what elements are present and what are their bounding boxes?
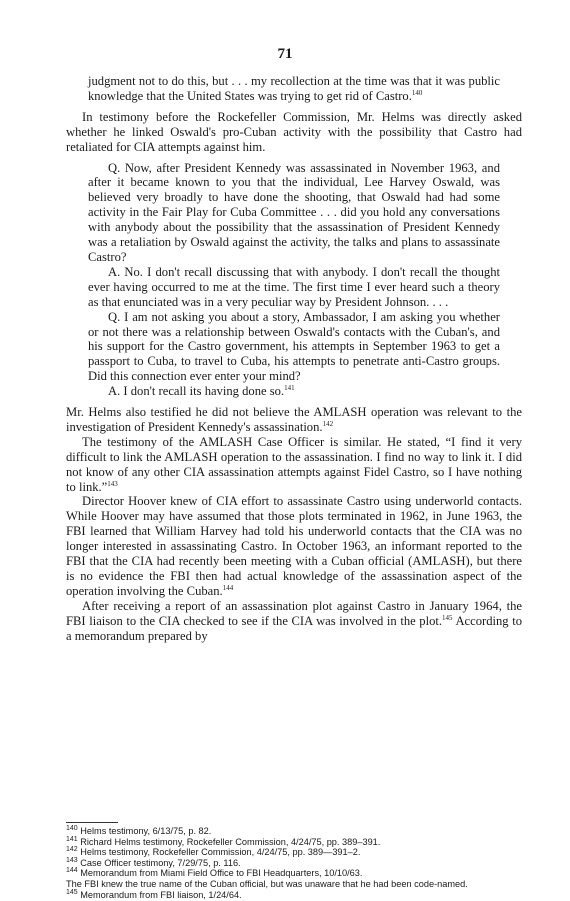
- testimony-line: A. No. I don't recall discussing that with anybody. I don't recall the thought ever having occurred to me at the time. The first time I ever heard such a theory as that enunciated was in a very peculiar way by President Johnson. . . .: [88, 264, 500, 309]
- footnote: $^{145}$ Memorandum from FBI liaison, 1/24/64.: [66, 888, 242, 900]
- footnote-ref: 140: [411, 88, 423, 97]
- footnote: $^{141}$ Richard Helms testimony, Rockefeller Commission, 4/24/75, pp. 389–391.: [66, 835, 381, 847]
- footnote-note: The FBI knew the true name of the Cuban official, but was unaware that he had been code-named.: [66, 878, 468, 889]
- testimony-line: Q. Now, after President Kennedy was assassinated in November 1963, and after it became known to you that the individual, Lee Harvey Oswald, was believed very broadly to have done the shooting, that Oswald had had some activity in the Fair Play for Cuba Committee . . . did you hold any conversations with anybody about the possibility that the assassination of President Kennedy was a retaliation by Oswald against the activity, the talks and plans to assassinate Castro?: [88, 160, 500, 264]
- footnotes: [66, 826, 522, 900]
- footnote-ref: 143: [107, 479, 118, 488]
- footnote: $^{140}$ Helms testimony, 6/13/75, p. 82.: [66, 824, 212, 836]
- footnote-ref: 145: [442, 613, 453, 622]
- footnote: $^{143}$ Case Officer testimony, 7/29/75, p. 116.: [66, 856, 241, 868]
- paragraph: Mr. Helms also testified he did not believe the AMLASH operation was relevant to the investigation of President Kennedy's assassination.$^{142}$: [66, 405, 522, 434]
- footnote: $^{144}$ Memorandum from Miami Field Office to FBI Headquarters, 10/10/63.: [66, 867, 363, 879]
- paragraph: In testimony before the Rockefeller Commission, Mr. Helms was directly asked whether he linked Oswald's pro-Cuban activity with the possibility that Castro had retaliated for CIA attempts against him.: [66, 109, 522, 154]
- footnote-divider: [66, 822, 118, 823]
- quote-text: judgment not to do this, but . . . my recollection at the time was that it was public knowledge that the United States was trying to get rid of Castro.: [88, 74, 500, 103]
- testimony-line: A. I don't recall its having done so.$^{141}$: [108, 383, 295, 399]
- paragraph: After receiving a report of an assassination plot against Castro in January 1964, the FBI liaison to the CIA checked to see if the CIA was involved in the plot.$^{145}$ According to a memorandum prepared by: [66, 598, 522, 643]
- paragraph: Director Hoover knew of CIA effort to assassinate Castro using underworld contacts. While Hoover may have assumed that those plots terminated in 1962, in June 1963, the FBI learned that William Harvey had told his underworld contacts that the CIA was no longer interested in assassinating Castro. In October 1963, an informant reported to the FBI that the CIA had recently been meeting with a Cuban official (AMLASH), but there is no evidence the FBI then had actual knowledge of the assassination aspect of the operation involving the Cuban.$^{144}$: [66, 494, 522, 598]
- testimony-line: Q. I am not asking you about a story, Ambassador, I am asking you whether or not there was a relationship between Oswald's contacts with the Cuban's, and his support for the Castro government, his attempts in September 1963 to get a passport to Cuba, to travel to Cuba, his attempts to penetrate anti-Castro groups. Did this connection ever enter your mind?: [88, 309, 500, 384]
- footnote-ref: 142: [322, 419, 334, 428]
- paragraph: The testimony of the AMLASH Case Officer is similar. He stated, “I find it very difficult to link the AMLASH operation to the assassination. I find no way to link it. I did not know of any other CIA assassination attempts against Fidel Castro, so I have nothing to link.”$^{143}$: [66, 434, 522, 494]
- quoted-excerpt: [66, 74, 522, 104]
- footnote: $^{142}$ Helms testimony, Rockefeller Commission, 4/24/75, pp. 389—391–2.: [66, 846, 361, 858]
- footnote-ref: 141: [284, 383, 295, 392]
- footnote-ref: 144: [222, 583, 234, 592]
- body-text: [66, 74, 522, 644]
- page-number: 71: [277, 46, 293, 62]
- testimony-excerpt: [66, 161, 522, 400]
